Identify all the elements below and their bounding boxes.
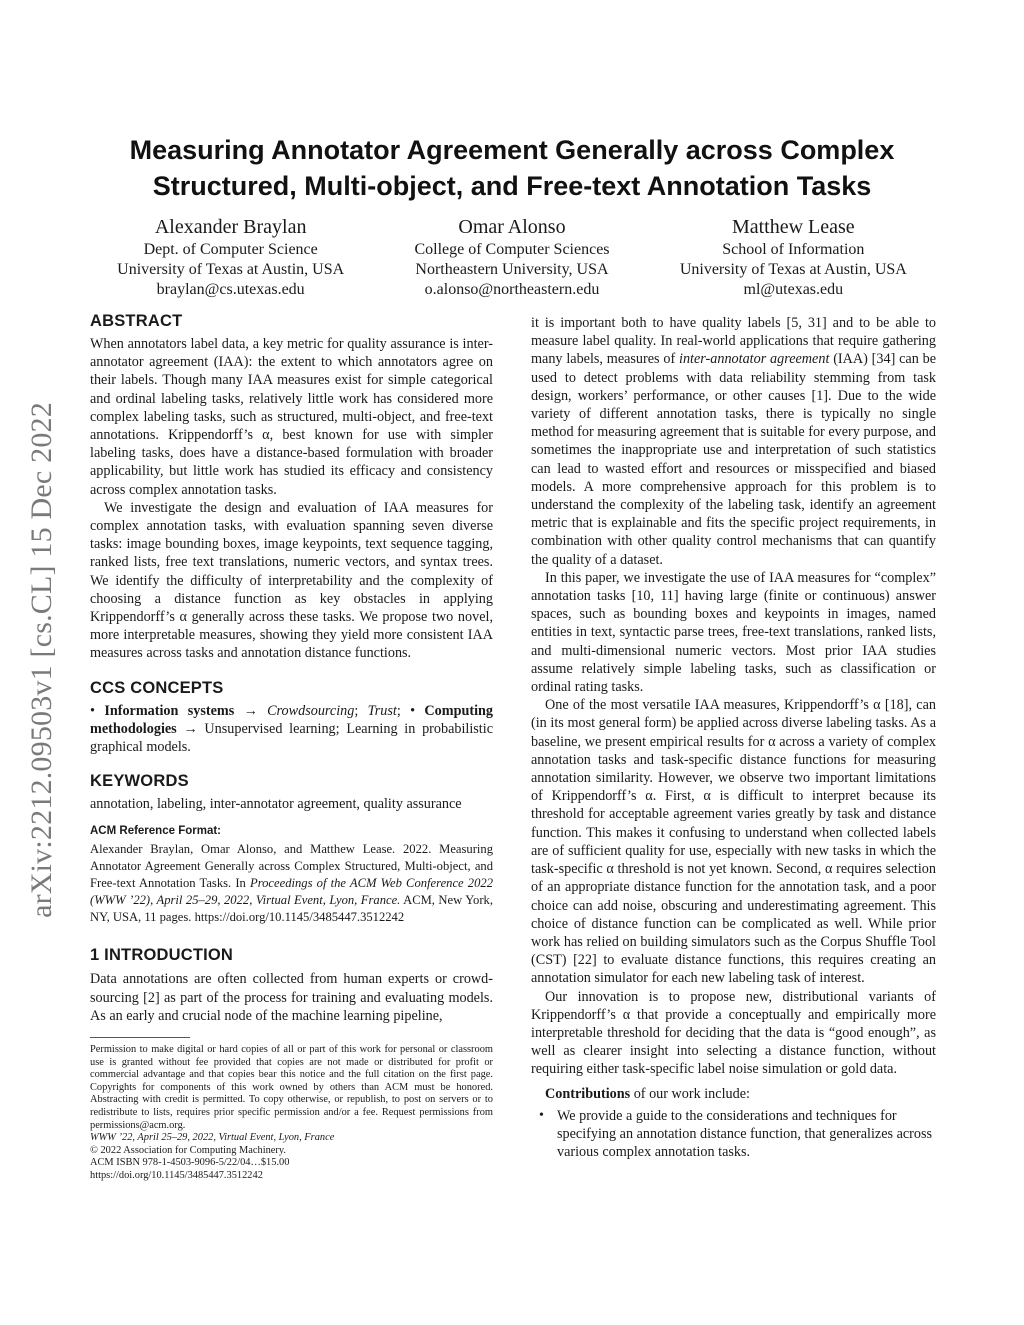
- conference-name: WWW ’22, April 25–29, 2022, Virtual Event, Lyon, France: [90, 1132, 335, 1144]
- introduction-paragraph-1-continued: [531, 314, 936, 569]
- abstract-heading: ABSTRACT: [90, 312, 183, 330]
- left-column: [90, 310, 493, 1183]
- ccs-concepts: [90, 702, 493, 757]
- introduction-paragraph-2: In this paper, we investigate the use of IAA measures for “complex” annotation tasks [10, 11] having large (finite or continuous) answer spaces, such as bounding boxes and keypoints in images, named entities in text, syntactic parse trees, free-text translations, ranked lists, and multi-dimensional numeric vectors. Most prior IAA studies assume relatively simple labeling tasks, such as classification or ordinal rating tasks.: [531, 569, 936, 696]
- contribution-item: [531, 1107, 936, 1162]
- abstract-paragraph-2: We investigate the design and evaluation of IAA measures for complex annotation tasks, with evaluation spanning seven diverse tasks: image bounding boxes, image keypoints, text sequence tagging, ranked lists, free text translations, numeric vectors, and syntax trees. We identify the difficulty of interpretability and the complexity of choosing a distance function as key obstacles in applying Krippendorff’s α generally across these tasks. We propose two novel, more interpretable measures, showing they yield more consistent IAA measures across tasks and annotation distance functions.: [90, 499, 493, 662]
- keywords-text: annotation, labeling, inter-annotator agreement, quality assurance: [90, 796, 462, 813]
- contributions-text: of our work include:: [630, 1085, 750, 1102]
- ccs-crowdsourcing: Crowdsourcing: [267, 702, 355, 719]
- ccs-arrow: →: [234, 702, 268, 719]
- ccs-heading: CCS CONCEPTS: [90, 678, 224, 697]
- bullet-icon: •: [539, 1107, 544, 1123]
- author-email: o.alonso@northeastern.edu: [424, 281, 600, 298]
- ccs-trust: Trust: [367, 702, 397, 719]
- intro-text: it is important both to have quality labels [5, 31] and to be able to measure label quality. In real-world applications that require gathering many labels, measures of: [531, 315, 936, 368]
- author-email: ml@utexas.edu: [743, 281, 844, 298]
- introduction-paragraph-1: Data annotations are often collected from human experts or crowd-sourcing [2] as part of the process for training and evaluating models. As an early and crucial node of the machine learning pipeline,: [90, 971, 493, 1024]
- introduction-heading: 1 INTRODUCTION: [90, 946, 234, 965]
- right-column: [531, 314, 936, 1161]
- copyright-line: © 2022 Association for Computing Machinery.: [90, 1144, 286, 1156]
- author-name: Alexander Braylan: [154, 216, 307, 238]
- title-line-1: Measuring Annotator Agreement Generally across Complex: [129, 135, 895, 165]
- intro-text: (IAA) [34] can be used to detect problems with data reliability stemming from task design, workers’ performance, or other causes [1]. Due to the wide variety of different annotation tasks, there is typically no single method for measuring agreement that is suitable for every purpose, and sometimes the inappropriate use and interpretation of such statistics can lead to wasted effort and resources or misspecified and biased models. A more comprehensive approach for this problem is to understand the complexity of the labeling task, identify an agreement metric that is explainable and fits the specific project requirements, in combination with other quality control mechanisms that can quantify the quality of a dataset.: [531, 351, 937, 568]
- conference-info: [90, 1132, 493, 1145]
- author-institution: University of Texas at Austin, USA: [117, 261, 345, 278]
- acm-reference-venue: Proceedings of the ACM Web Conference 2022 (WWW ’22), April 25–29, 2022, Virtual Event, Lyon, France.: [90, 876, 493, 908]
- contributions-lead: [531, 1085, 936, 1103]
- acm-reference-authors: Alexander Braylan, Omar Alonso, and Matthew Lease. 2022. Measuring Annotator Agreement Generally across Complex Structured, Multi-object, and Free-text Annotation Tasks. In: [90, 842, 493, 891]
- ccs-arrow: →: [176, 720, 205, 737]
- acm-reference-details: ACM, New York, NY, USA, 11 pages. https://doi.org/10.1145/3485447.3512242: [90, 893, 493, 925]
- ccs-rest: Unsupervised learning; Learning in probabilistic graphical models.: [90, 720, 493, 756]
- abstract-paragraph-1: When annotators label data, a key metric for quality assurance is inter-annotator agreement (IAA): the extent to which annotators agree on their labels. Though many IAA measures exist for simple categorical and ordinal labeling tasks, relatively little work has considered more complex labeling tasks, such as structured, multi-object, and free-text annotations. Krippendorff’s α, best known for use with simpler labeling tasks, does have a distance-based formulation with broader applicability, but little work has studied its efficacy and consistency across complex annotation tasks.: [90, 336, 493, 498]
- author-institution: University of Texas at Austin, USA: [679, 261, 907, 278]
- author-dept: School of Information: [722, 241, 865, 258]
- isbn-line: ACM ISBN 978-1-4503-9096-5/22/04…$15.00: [90, 1157, 290, 1169]
- author-dept: Dept. of Computer Science: [143, 241, 318, 258]
- ccs-separator: ;: [354, 702, 368, 719]
- acm-reference-heading: ACM Reference Format:: [90, 825, 221, 838]
- title-line-2: Structured, Multi-object, and Free-text Annotation Tasks: [152, 171, 872, 201]
- arxiv-id: arXiv:2212.09503v1 [cs.CL] 15 Dec 2022: [25, 402, 58, 918]
- introduction-paragraph-3: One of the most versatile IAA measures, Krippendorff’s α [18], can (in its most general form) be applied across diverse labeling tasks. As a baseline, we present empirical results for α across a variety of complex annotation tasks and task-specific distance functions for measuring annotation similarity. However, we observe two important limitations of Krippendorff’s α. First, α is difficult to interpret because its threshold for acceptable agreement varies greatly by task and distance function. This makes it confusing to understand when collected labels are of sufficient quality for use, especially with new tasks in which the task-specific α threshold is not yet known. Second, α requires selection of an appropriate distance function for the annotation task, and a poor choice can add noise, obscuring and underestimating agreement. This choice of distance function can be complicated as well. While prior work has relied on building simulators such as the Corpus Shuffle Tool (CST) [22] to evaluate distance functions, this requires creating an annotation simulator for each new labeling task of interest.: [531, 697, 936, 987]
- author-2: [371, 214, 652, 300]
- footnote-rule: [90, 1037, 190, 1038]
- author-name: Matthew Lease: [731, 216, 855, 238]
- paper-title: [100, 132, 924, 204]
- introduction-paragraph-4: Our innovation is to propose new, distributional variants of Krippendorff’s α that provide a conceptually and empirically more interpretable threshold for deciding that the data is “good enough”, as well as clearer insight into selecting a distance function, without requiring either task-specific label noise simulation or gold data.: [531, 988, 936, 1078]
- permission-notice: Permission to make digital or hard copies of all or part of this work for personal or classroom use is granted without fee provided that copies are not made or distributed for profit or commercial advantage and that copies bear this notice and the full citation on the first page. Copyrights for components of this work owned by others than ACM must be honored. Abstracting with credit is permitted. To copy otherwise, or republish, to post on servers or to redistribute to lists, requires prior specific permission and/or a fee. Request permissions from permissions@acm.org.: [90, 1044, 493, 1131]
- ccs-bullet: •: [90, 702, 105, 719]
- author-dept: College of Computer Sciences: [414, 241, 610, 258]
- doi-line: https://doi.org/10.1145/3485447.3512242: [90, 1170, 263, 1182]
- contributions-label: Contributions: [545, 1085, 631, 1102]
- ccs-bullet: •: [410, 702, 425, 719]
- author-1: [90, 214, 371, 300]
- author-email: braylan@cs.utexas.edu: [156, 281, 305, 298]
- author-name: Omar Alonso: [458, 216, 566, 238]
- ccs-separator: ;: [396, 702, 411, 719]
- author-institution: Northeastern University, USA: [415, 261, 609, 278]
- author-3: [653, 214, 934, 300]
- intro-emphasis: inter-annotator agreement: [679, 351, 830, 368]
- acm-reference-text: [90, 841, 493, 926]
- author-block: [90, 214, 934, 300]
- keywords-heading: KEYWORDS: [90, 772, 189, 791]
- contribution-text: We provide a guide to the considerations and techniques for specifying an annotation distance function, that generalizes across various complex annotation tasks.: [557, 1107, 933, 1161]
- ccs-term-information-systems: Information systems: [104, 702, 235, 719]
- ccs-term-computing-methodologies: Computing methodologies: [90, 702, 493, 737]
